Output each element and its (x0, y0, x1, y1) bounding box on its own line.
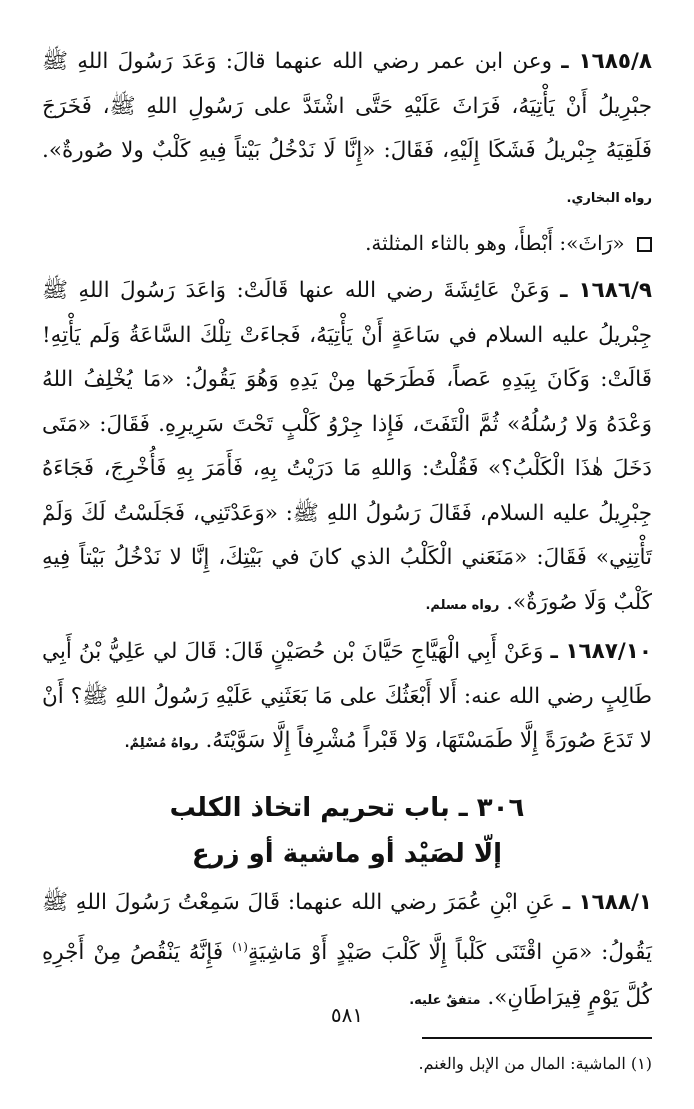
hadith-source: رواه مسلم. (425, 597, 500, 613)
footnote-divider (422, 1037, 652, 1039)
hadith-text: وَعَنْ أَبِي الْهَيَّاجِ حَيَّانَ بْن حُصَيْنٍ قَالَ: قَالَ لي عَلِيُّ بْنُ أَبِي طَالِبٍ رضي الله عنه: أَلا أَبْعَثُكَ على مَا بَعَثَنِي عَلَيْهِ رَسُولُ اللهِ ﷺ؟ أَنْ لا تَدَعَ صُورَةً إِلَّا طَمَسْتَهَا، وَلا قَبْراً مُشْرِفاً إِلَّا سَوَّيْتَهُ. (42, 639, 652, 753)
hadith-1685 (42, 40, 652, 221)
footnote-marker: (١) (232, 940, 248, 954)
note-text: «رَاثَ»: أَبْطأَ، وهو بالثاء المثلثة. (365, 231, 625, 255)
hadith-source: متفقٌ عليه. (409, 992, 481, 1008)
hadith-number: ١٦٨٦/٩ ـ (560, 278, 652, 303)
hadith-number: ١٦٨٥/٨ ـ (561, 49, 652, 74)
hadith-number: ١٦٨٨/١ ـ (562, 889, 652, 915)
explanatory-note (42, 223, 652, 263)
hadith-1688 (42, 881, 652, 1024)
hadith-source: رواه البخاري. (566, 190, 652, 206)
footnote: (١) الماشية: المال من الإبل والغنم. (418, 1054, 652, 1074)
hadith-text-part-1: عَنِ ابْنِ عُمَرَ رضي الله عنهما: قَالَ سَمِعْتُ رَسُولَ اللهِ ﷺ يَقُولُ: «مَنِ اقْتَنَى كَلْباً إِلَّا كَلْبَ صَيْدٍ أَوْ مَاشِيَةٍ (42, 889, 652, 966)
page-number: ٥٨١ (330, 1003, 364, 1027)
hadith-text: وعن ابن عمر رضي الله عنهما قالَ: وَعَدَ رَسُولَ اللهِ ﷺ جبْرِيلُ أَنْ يَأْتِيَهُ، فَرَاثَ عَلَيْهِ حَتَّى اشْتَدَّ على رَسُولِ اللهِ ﷺ، فَخَرَجَ فَلَقِيَهُ جِبْريلُ فَشَكَا إِلَيْهِ، فَقَالَ: «إِنَّا لَا نَدْخُلُ بَيْتاً فِيهِ كَلْبٌ ولا صُورةٌ». (42, 49, 652, 163)
hadith-source: رواهُ مُسْلِمٌ. (124, 736, 199, 751)
square-bullet-icon (637, 237, 652, 252)
hadith-number: ١٦٨٧/١٠ ـ (550, 639, 653, 664)
hadith-1686 (42, 269, 652, 628)
hadith-1687 (42, 630, 652, 767)
chapter-title-line-2: إلّا لصَيْد أو ماشية أو زرع (191, 838, 503, 869)
chapter-title-line-1: ٣٠٦ ـ باب تحريم اتخاذ الكلب (169, 792, 525, 823)
hadith-text-part-2: فَإِنَّهُ يَنْقُصُ مِنْ أَجْرِهِ كُلَّ يَوْمٍ قِيرَاطَانِ». (42, 940, 652, 1010)
chapter-heading (42, 785, 652, 877)
hadith-text: وَعَنْ عَائِشَةَ رضي الله عنها قَالَتْ: وَاعَدَ رَسُولَ اللهِ ﷺ جِبْريلُ عليه السلام في سَاعَةٍ أَنْ يَأْتِيَهُ، فَجاءَتْ تِلْكَ السَّاعَةُ وَلَم يَأْتِهِ! قَالَتْ: وَكَانَ بِيَدِهِ عَصاً، فَطَرَحَها مِنْ يَدِهِ وَهُوَ يَقُولُ: «مَا يُخْلِفُ اللهُ وَعْدَهُ وَلا رُسُلُهُ» ثُمَّ الْتَفَتَ، فَإِذا جِرْوُ كَلْبٍ تَحْتَ سَرِيرِهِ. فَقَالَ: «مَتَى دَخَلَ هٰذَا الْكَلْبُ؟» فَقُلْتُ: وَاللهِ مَا دَرَيْتُ بِهِ، فَأَمَرَ بِهِ فَأُخْرِجَ، فَجَاءَهُ جِبْرِيلُ عليه السلام، فَقَالَ رَسُولُ اللهِ ﷺ: «وَعَدْتَنِي، فَجَلَسْتُ لَكَ وَلَمْ تَأْتِنِي» فَقَالَ: «مَنَعَني الْكَلْبُ الذي كانَ في بَيْتِكَ، إِنَّا لا نَدْخُلُ بَيْتاً فِيهِ كَلْبٌ وَلَا صُورَةٌ». (42, 278, 652, 615)
